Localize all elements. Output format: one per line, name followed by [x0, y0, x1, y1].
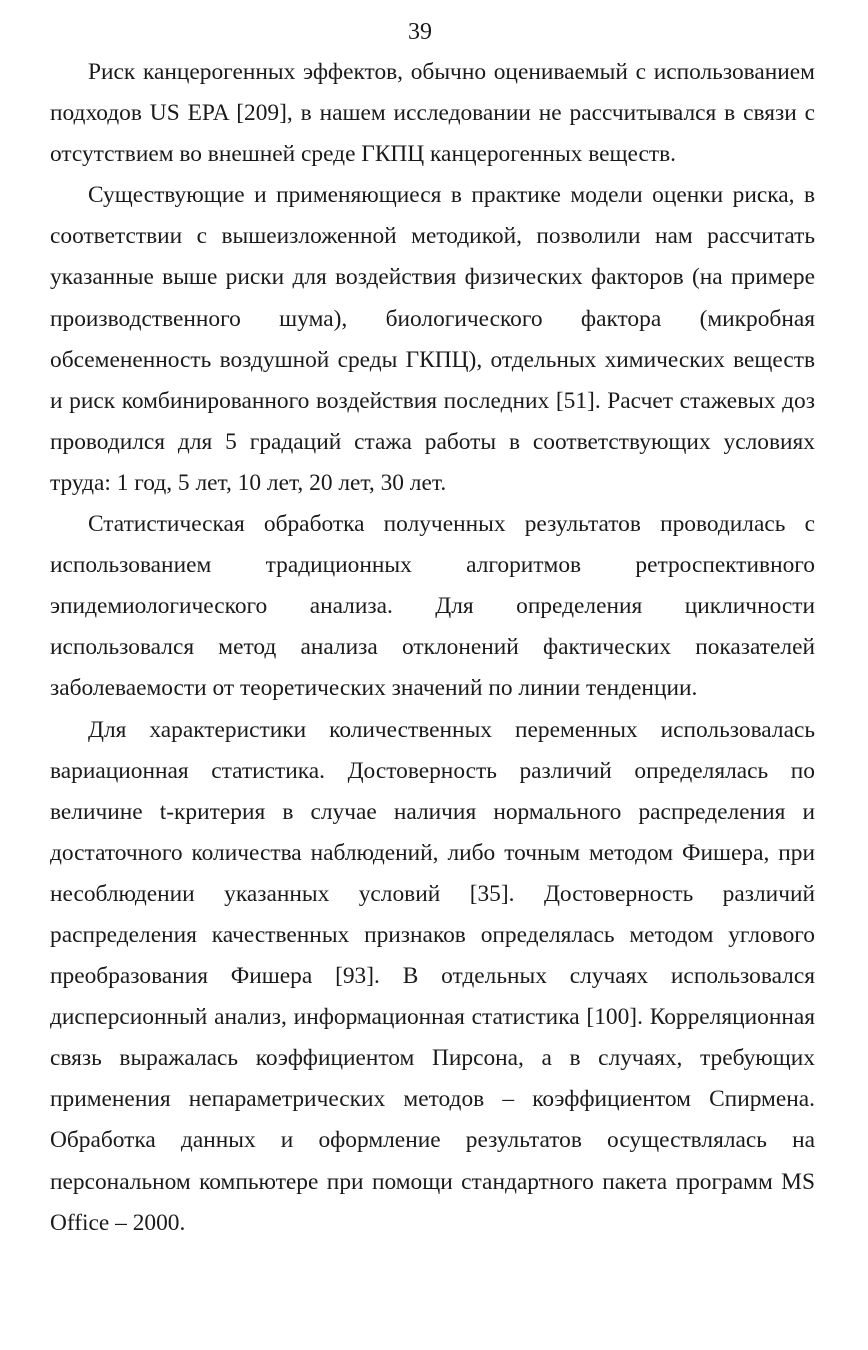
- paragraph-risk-models: Существующие и применяющиеся в практике модели оценки риска, в соответствии с вышеизложенной методикой, позволили нам рассчитать указанные выше риски для воздействия физических факторов (на примере производственного шума), биологического фактора (микробная обсемененность воздушной среды ГКПЦ), отдельных химических веществ и риск комбинированного воздействия последних [51]. Расчет стажевых доз проводился для 5 градаций стажа работы в соответствующих условиях труда: 1 год, 5 лет, 10 лет, 20 лет, 30 лет.: [50, 182, 815, 496]
- body-text: [50, 52, 815, 1244]
- paragraph-cancer-risk: Риск канцерогенных эффектов, обычно оцениваемый с использованием подходов US EPA [209], в нашем исследовании не рассчитывался в связи с отсутствием во внешней среде ГКПЦ канцерогенных веществ.: [50, 59, 815, 168]
- paragraph-statistical-processing: Статистическая обработка полученных результатов проводилась с использованием традиционных алгоритмов ретроспективного эпидемиологического анализа. Для определения цикличности использовался метод анализа отклонений фактических показателей заболеваемости от теоретических значений по линии тенденции.: [50, 511, 815, 702]
- page-number: 39: [408, 19, 432, 45]
- paragraph-quantitative-variables: Для характеристики количественных переменных использовалась вариационная статистика. Достоверность различий определялась по величине t-критерия в случае наличия нормального распределения и достаточного количества наблюдений, либо точным методом Фишера, при несоблюдении указанных условий [35]. Достоверность различий распределения качественных признаков определялась методом углового преобразования Фишера [93]. В отдельных случаях использовался дисперсионный анализ, информационная статистика [100]. Корреляционная связь выражалась коэффициентом Пирсона, а в случаях, требующих применения непараметрических методов – коэффициентом Спирмена. Обработка данных и оформление результатов осуществлялась на персональном компьютере при помощи стандартного пакета программ MS Office – 2000.: [50, 716, 815, 1236]
